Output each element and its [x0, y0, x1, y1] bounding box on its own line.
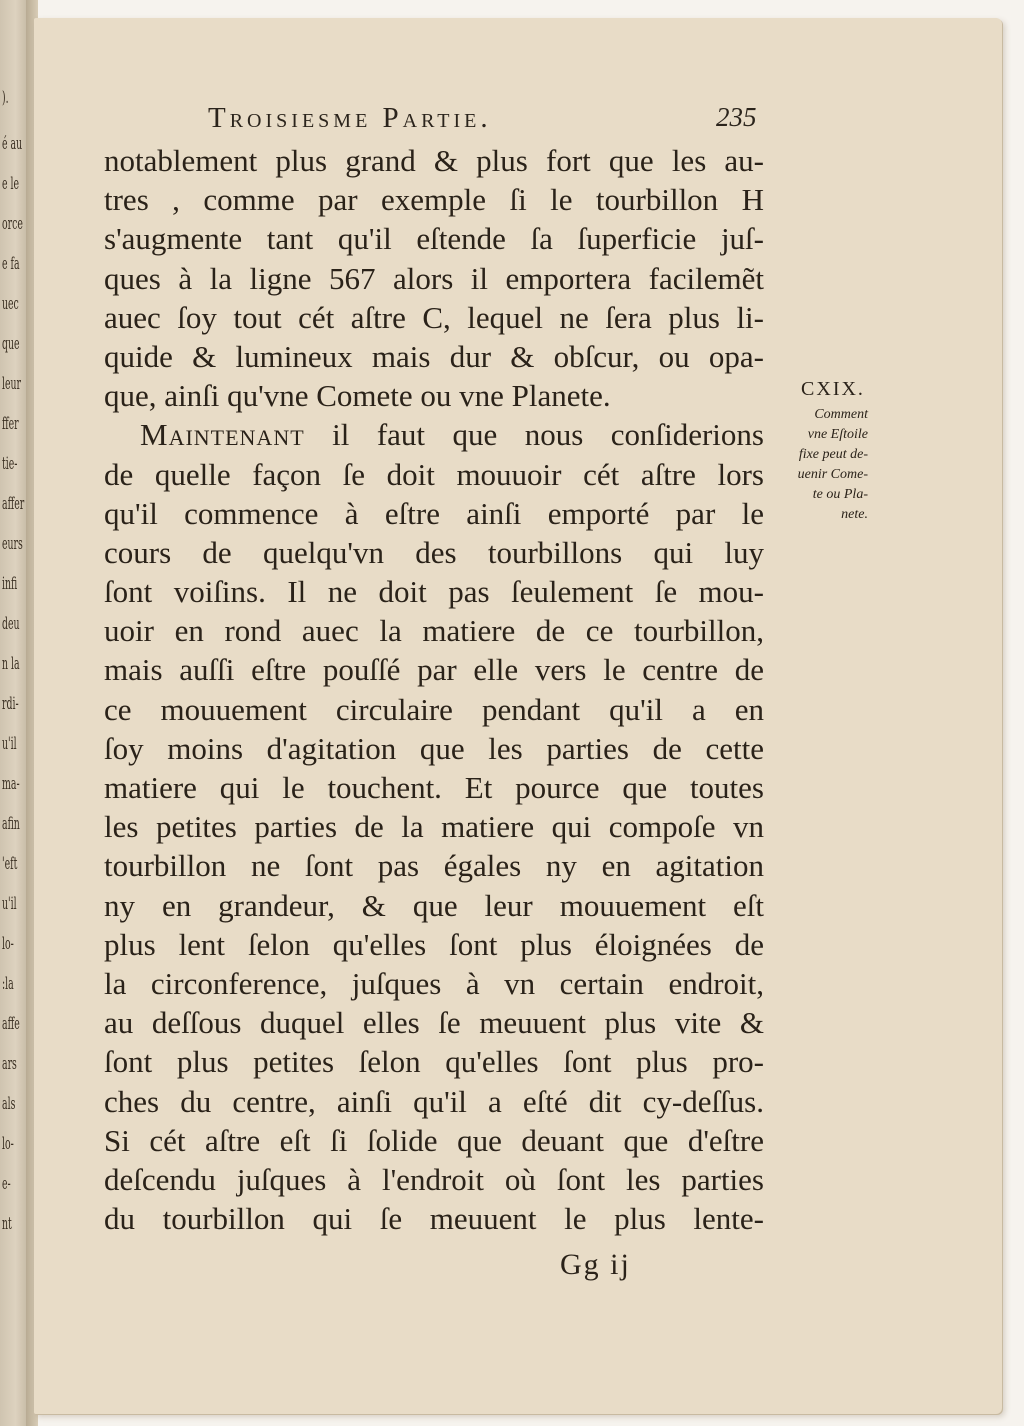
margin-fragment: e le: [2, 174, 20, 194]
text-line: Si cét aſtre eſt ſi ſolide que deuant que d'eſtre: [104, 1122, 764, 1158]
text-line: ce mouuement circulaire pendant qu'il a en: [104, 691, 764, 727]
paragraph-lead-word: Maintenant: [140, 417, 305, 453]
text-line-rest: il faut que nous conſiderions: [332, 417, 764, 453]
section-number: CXIX.: [801, 378, 865, 400]
margin-fragment: que: [2, 334, 20, 354]
text-line: ches du centre, ainſi qu'il a eſté dit cy-deſſus.: [104, 1083, 764, 1119]
paragraph-opening-line: [104, 415, 764, 454]
text-line: ſont plus petites ſelon qu'elles ſont plus pro-: [104, 1044, 764, 1080]
text-line: quide & lumineux mais dur & obſcur, ou opa-: [104, 338, 764, 374]
page-number: 235: [716, 102, 757, 132]
body-text: [104, 141, 764, 1238]
margin-fragment: e-: [2, 1174, 11, 1194]
margin-note: [774, 378, 884, 525]
text-line: tres , comme par exemple ſi le tourbillon H: [104, 182, 764, 218]
text-line: plus lent ſelon qu'elles ſont plus éloignées de: [104, 926, 764, 962]
margin-fragment: affe: [2, 1014, 20, 1034]
margin-fragment: als: [2, 1094, 16, 1114]
margin-note-line: te ou Pla-: [812, 487, 868, 502]
text-line: deſcendu juſques à l'endroit où ſont les parties: [104, 1161, 764, 1197]
text-line: tourbillon ne ſont pas égales ny en agitation: [104, 848, 764, 884]
margin-note-line: uenir Come-: [797, 467, 868, 482]
margin-note-line: Comment: [814, 407, 868, 422]
text-line: ſont voiſins. Il ne doit pas ſeulement ſe mou-: [104, 574, 764, 610]
margin-fragment: lo-: [2, 1134, 14, 1154]
margin-fragment: :la: [2, 974, 14, 994]
text-line: de quelle façon ſe doit mouuoir cét aſtre lors: [104, 456, 764, 492]
margin-fragment: lo-: [2, 934, 14, 954]
text-line: matiere qui le touchent. Et pource que toutes: [104, 770, 764, 805]
margin-note-line: vne Eſtoile: [807, 427, 868, 442]
margin-fragment: eurs: [2, 534, 23, 554]
margin-fragment: uec: [2, 294, 19, 314]
margin-fragment: infi: [2, 574, 18, 594]
margin-fragment: deu: [2, 614, 20, 634]
running-head: Troisiesme Partie.: [208, 102, 492, 134]
margin-fragment: é au: [2, 134, 23, 154]
signature-mark: Gg ij: [560, 1248, 631, 1281]
margin-note-line: nete.: [841, 507, 868, 522]
text-line: au deſſous duquel elles ſe meuuent plus vite &: [104, 1005, 764, 1041]
margin-fragment: u'il: [2, 734, 17, 754]
margin-fragment: affer: [2, 494, 25, 514]
text-line: notablement plus grand & plus fort que les au-: [104, 143, 764, 178]
text-line: les petites parties de la matiere qui compoſe vn: [104, 809, 764, 845]
text-line: qu'il commence à eſtre ainſi emporté par le: [104, 495, 764, 531]
margin-fragment: ma-: [2, 774, 20, 794]
margin-fragment: leur: [2, 374, 22, 394]
text-line: ques à la ligne 567 alors il emportera facilemẽt: [104, 260, 764, 296]
margin-fragment: e fa: [2, 254, 20, 274]
margin-fragment: tie-: [2, 454, 18, 474]
text-line: que, ainſi qu'vne Comete ou vne Planete.: [104, 378, 611, 414]
page-header: [208, 102, 768, 138]
margin-fragment: ).: [2, 88, 9, 108]
margin-note-line: fixe peut de-: [798, 447, 868, 462]
margin-fragment: 'eft: [2, 854, 18, 874]
text-line: du tourbillon qui ſe meuuent le plus lente-: [104, 1201, 764, 1237]
margin-fragment: n la: [2, 654, 20, 674]
text-line: uoir en rond auec la matiere de ce tourbillon,: [104, 613, 764, 649]
margin-fragment: orce: [2, 214, 23, 234]
margin-fragment: ars: [2, 1054, 17, 1074]
text-line: cours de quelqu'vn des tourbillons qui luy: [104, 534, 764, 570]
text-line: auec ſoy tout cét aſtre C, lequel ne ſera plus li-: [104, 299, 764, 335]
margin-fragment: rdi-: [2, 694, 19, 714]
text-line: s'augmente tant qu'il eſtende ſa ſuperficie juſ-: [104, 221, 764, 257]
previous-page-edge: [0, 0, 27, 1426]
text-line: mais auſſi eſtre pouſſé par elle vers le centre de: [104, 652, 764, 688]
text-line: la circonference, juſques à vn certain endroit,: [104, 965, 764, 1001]
margin-fragment: ffer: [2, 414, 19, 434]
margin-fragment: nt: [2, 1214, 12, 1234]
margin-fragment: afin: [2, 814, 20, 834]
text-line: ſoy moins d'agitation que les parties de cette: [104, 730, 764, 766]
margin-fragment: u'il: [2, 894, 17, 914]
text-line: ny en grandeur, & que leur mouuement eſt: [104, 887, 764, 923]
